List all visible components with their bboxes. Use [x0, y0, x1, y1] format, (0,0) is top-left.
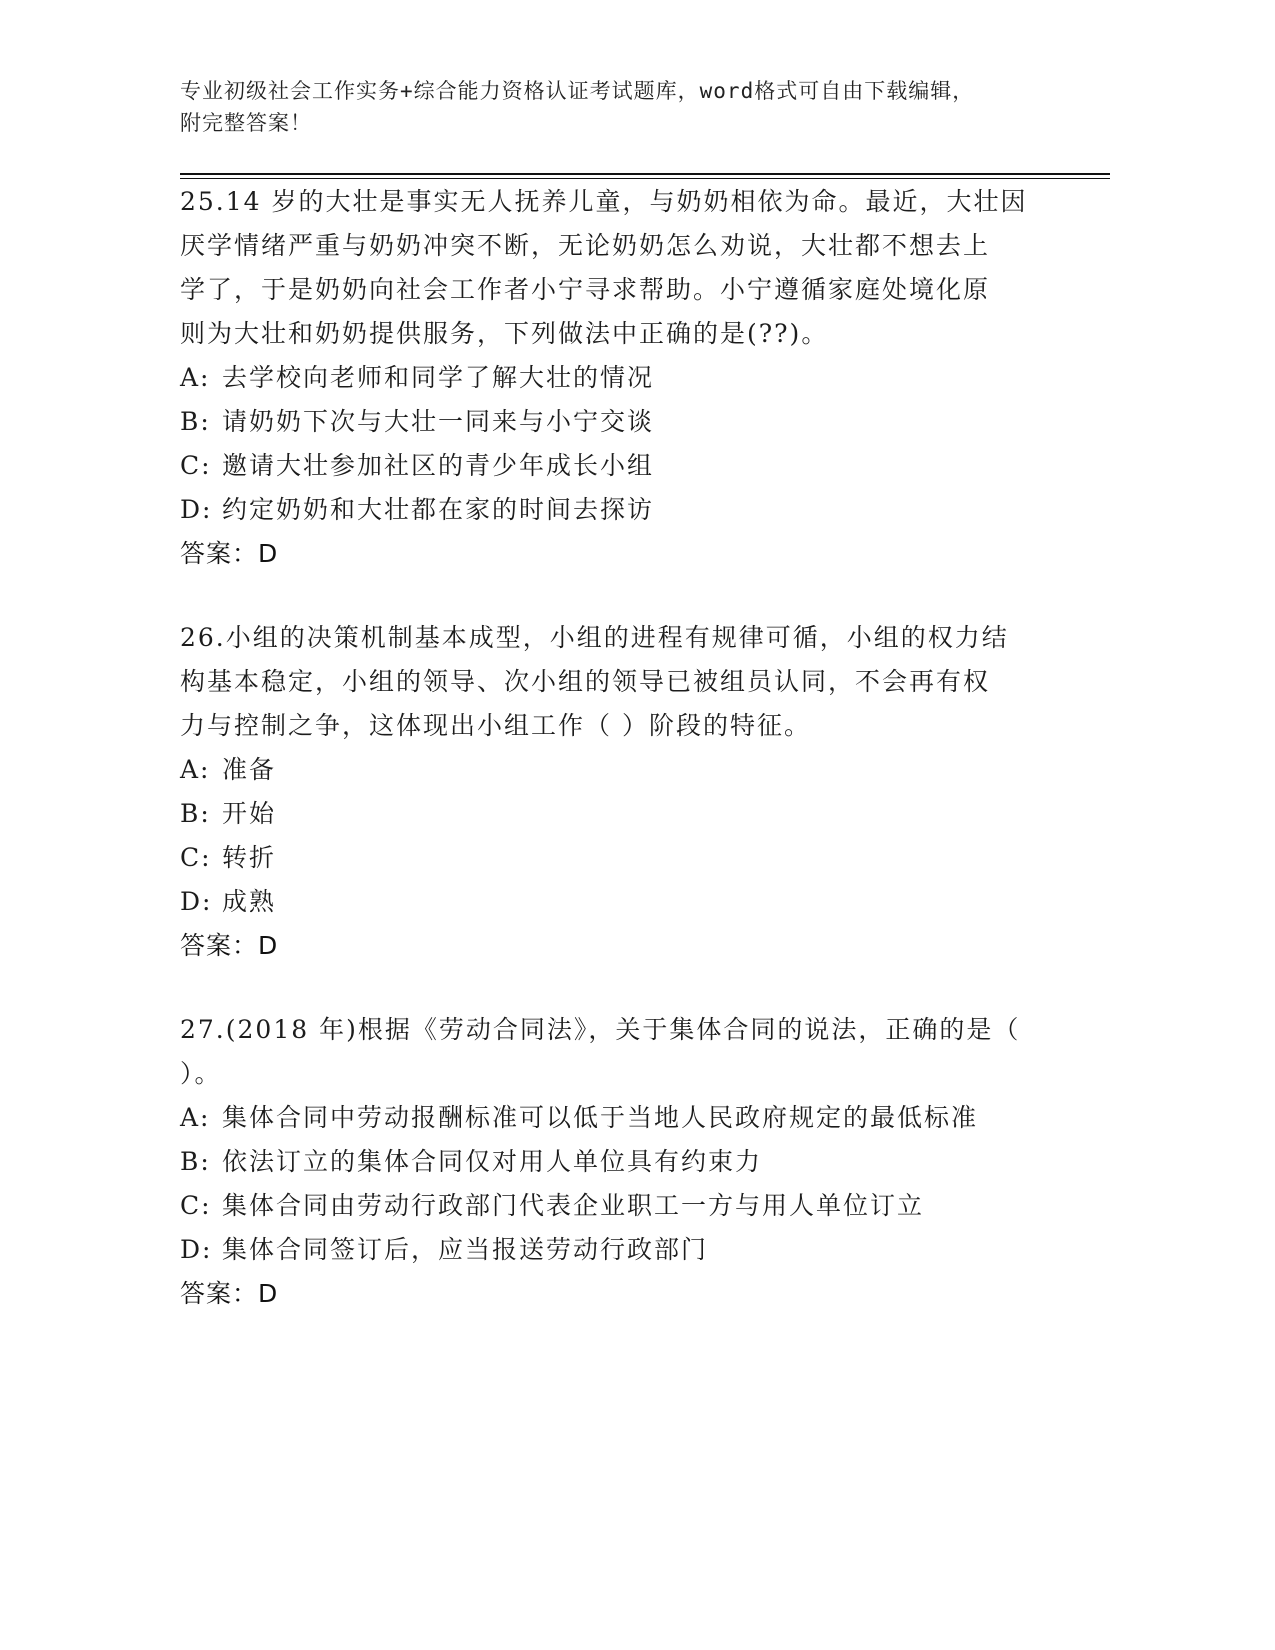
stem-line: 27.(2018 年)根据《劳动合同法》，关于集体合同的说法，正确的是（	[180, 1015, 1021, 1044]
header-divider-thick	[180, 173, 1110, 175]
stem-line: ）。	[180, 1059, 222, 1088]
header-line-1: 专业初级社会工作实务+综合能力资格认证考试题库，word格式可自由下载编辑，	[180, 79, 975, 103]
question-stem	[180, 1008, 1040, 1096]
option-key: D:	[180, 1235, 213, 1264]
option-key: B:	[180, 799, 211, 828]
option-a	[180, 748, 1040, 792]
question-stem	[180, 180, 1040, 356]
stem-line: 学了，于是奶奶向社会工作者小宁寻求帮助。小宁遵循家庭处境化原	[180, 275, 991, 304]
header-line-2: 附完整答案！	[180, 111, 312, 135]
question-25	[180, 180, 1040, 576]
document-header	[180, 75, 1040, 139]
option-key: C:	[180, 843, 212, 872]
stem-line: 26.小组的决策机制基本成型，小组的进程有规律可循，小组的权力结	[180, 623, 1009, 652]
option-key: A:	[180, 755, 211, 784]
option-text: 邀请大壮参加社区的青少年成长小组	[222, 451, 655, 480]
stem-line: 构基本稳定，小组的领导、次小组的领导已被组员认同，不会再有权	[180, 667, 991, 696]
option-text: 集体合同由劳动行政部门代表企业职工一方与用人单位订立	[222, 1191, 925, 1220]
option-text: 转折	[222, 843, 277, 872]
option-d	[180, 1228, 1040, 1272]
question-27	[180, 1008, 1040, 1316]
header-divider-thin	[180, 178, 1110, 179]
stem-line: 厌学情绪严重与奶奶冲突不断，无论奶奶怎么劝说，大壮都不想去上	[180, 231, 991, 260]
option-text: 请奶奶下次与大壮一同来与小宁交谈	[222, 407, 655, 436]
option-b	[180, 792, 1040, 836]
answer-line: 答案：D	[180, 931, 279, 960]
option-key: A:	[180, 1103, 211, 1132]
stem-line: 则为大壮和奶奶提供服务，下列做法中正确的是(??)。	[180, 319, 829, 348]
stem-line: 力与控制之争，这体现出小组工作（ ）阶段的特征。	[180, 711, 811, 740]
option-c	[180, 836, 1040, 880]
option-b	[180, 1140, 1040, 1184]
answer-line: 答案：D	[180, 539, 279, 568]
option-d	[180, 488, 1040, 532]
option-text: 开始	[222, 799, 277, 828]
option-key: B:	[180, 1147, 211, 1176]
option-a	[180, 356, 1040, 400]
option-text: 成熟	[222, 887, 277, 916]
option-text: 去学校向老师和同学了解大壮的情况	[222, 363, 655, 392]
option-a	[180, 1096, 1040, 1140]
answer-line: 答案：D	[180, 1279, 279, 1308]
option-key: B:	[180, 407, 211, 436]
option-text: 准备	[222, 755, 277, 784]
option-text: 集体合同签订后，应当报送劳动行政部门	[222, 1235, 709, 1264]
option-key: C:	[180, 1191, 212, 1220]
option-key: C:	[180, 451, 212, 480]
option-text: 集体合同中劳动报酬标准可以低于当地人民政府规定的最低标准	[222, 1103, 979, 1132]
option-c	[180, 444, 1040, 488]
question-26	[180, 616, 1040, 968]
option-key: A:	[180, 363, 211, 392]
option-key: D:	[180, 887, 213, 916]
option-b	[180, 400, 1040, 444]
option-text: 依法订立的集体合同仅对用人单位具有约束力	[222, 1147, 763, 1176]
option-text: 约定奶奶和大壮都在家的时间去探访	[222, 495, 655, 524]
option-c	[180, 1184, 1040, 1228]
stem-line: 25.14 岁的大壮是事实无人抚养儿童，与奶奶相依为命。最近，大壮因	[180, 187, 1028, 216]
question-stem	[180, 616, 1040, 748]
option-d	[180, 880, 1040, 924]
option-key: D:	[180, 495, 213, 524]
